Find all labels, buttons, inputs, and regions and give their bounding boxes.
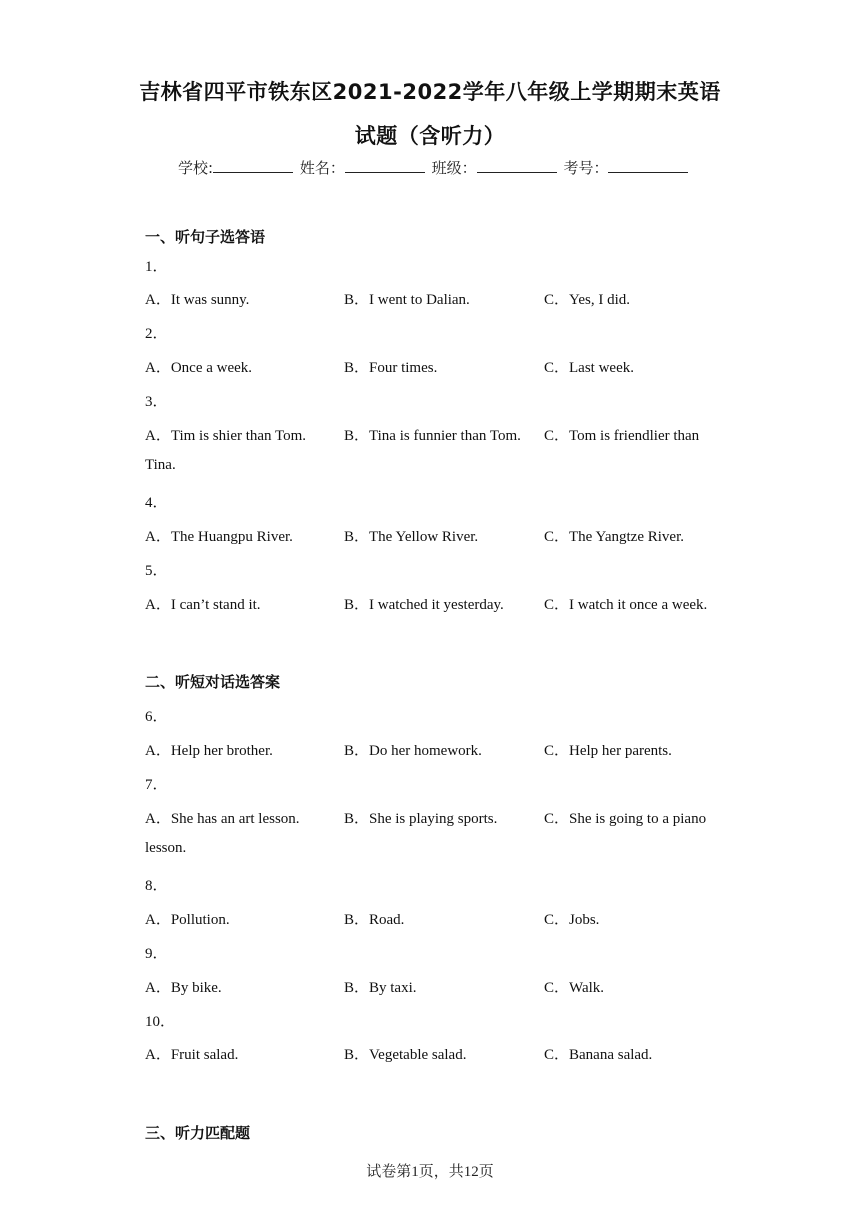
student-info-line [178,157,690,178]
class-blank[interactable] [477,158,557,173]
section-heading-2: 二、听短对话选答案 [145,673,281,691]
school-label: 学校: [178,159,214,177]
option-a[interactable]: A．Tim is shier than Tom. [145,428,307,444]
exam-title-line-2: 试题（含听力） [354,124,506,148]
option-c[interactable]: C．Last week. [544,360,634,376]
option-c[interactable]: C．She is going to a piano [544,811,707,827]
option-b[interactable]: B．Tina is funnier than Tom. [344,428,521,444]
question-number: 1． [145,259,168,275]
option-a[interactable]: A．She has an art lesson. [145,811,300,827]
option-c[interactable]: C．Banana salad. [544,1047,653,1063]
question-number: 9． [145,946,168,962]
question-number: 3． [145,394,168,410]
option-c[interactable]: C．Walk. [544,980,605,996]
question-number: 2． [145,326,168,342]
option-a[interactable]: A．It was sunny. [145,292,250,308]
option-a[interactable]: A．By bike. [145,980,222,996]
option-c[interactable]: C．The Yangtze River. [544,529,684,545]
option-b[interactable]: B．Do her homework. [344,743,482,759]
option-c-continuation: Tina. [145,457,176,473]
option-c[interactable]: C．Help her parents. [544,743,672,759]
option-b[interactable]: B．I went to Dalian. [344,292,470,308]
option-b[interactable]: B．Road. [344,912,405,928]
option-c-continuation: lesson. [145,840,187,856]
option-b[interactable]: B．Vegetable salad. [344,1047,467,1063]
name-label: 姓名： [299,159,345,177]
question-number: 7． [145,777,168,793]
option-c[interactable]: C．I watch it once a week. [544,597,708,613]
option-a[interactable]: A．Once a week. [145,360,253,376]
section-heading-1: 一、听句子选答语 [145,228,266,246]
option-b[interactable]: B．By taxi. [344,980,417,996]
question-number: 8． [145,878,168,894]
option-a[interactable]: A．Pollution. [145,912,230,928]
question-number: 4． [145,495,168,511]
option-a[interactable]: A．I can’t stand it. [145,597,261,613]
section-heading-3: 三、听力匹配题 [145,1124,251,1142]
option-a[interactable]: A．The Huangpu River. [145,529,293,545]
option-a[interactable]: A．Fruit salad. [145,1047,239,1063]
option-b[interactable]: B．I watched it yesterday. [344,597,504,613]
exam-title-line-1: 吉林省四平市铁东区2021-2022学年八年级上学期期末英语 [139,80,721,104]
option-b[interactable]: B．She is playing sports. [344,811,498,827]
option-b[interactable]: B．Four times. [344,360,438,376]
option-a[interactable]: A．Help her brother. [145,743,273,759]
option-c[interactable]: C．Yes, I did. [544,292,630,308]
question-number: 5． [145,563,168,579]
option-c[interactable]: C．Tom is friendlier than [544,428,700,444]
class-label: 班级： [431,159,477,177]
exam-number-label: 考号： [563,159,609,177]
option-b[interactable]: B．The Yellow River. [344,529,479,545]
option-c[interactable]: C．Jobs. [544,912,600,928]
page-footer: 试卷第1页，共12页 [366,1164,494,1180]
exam-number-blank[interactable] [608,158,688,173]
name-blank[interactable] [345,158,425,173]
question-number: 6． [145,709,168,725]
school-blank[interactable] [213,158,293,173]
question-number: 10． [145,1014,176,1030]
